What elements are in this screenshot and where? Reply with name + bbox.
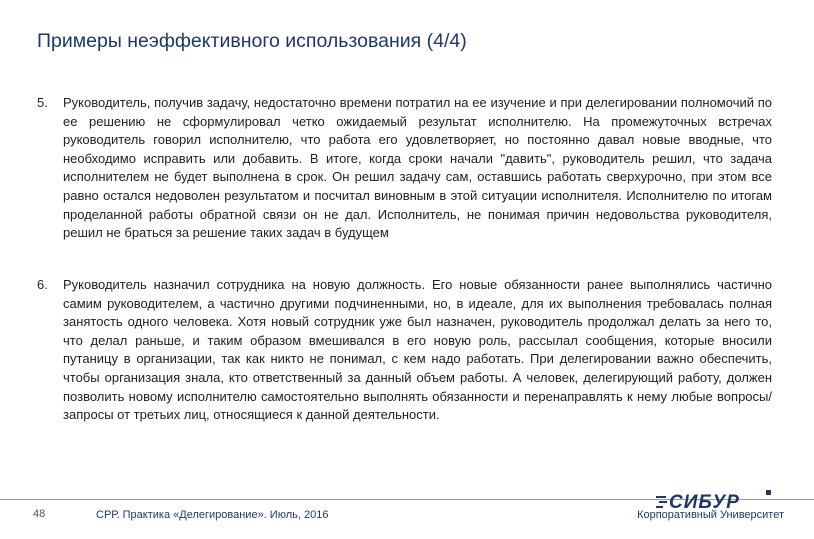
slide-title: Примеры неэффективного использования (4/4): [37, 30, 467, 52]
list-item-number: 5.: [37, 95, 48, 110]
list-item: [37, 276, 772, 425]
list-item: [37, 94, 772, 243]
footer-university: Корпоративный Университет: [637, 509, 784, 521]
list-item-text: Руководитель назначил сотрудника на новую должность. Его новые обязанности ранее выполнялись частично самим руководителем, а частично другими подчиненными, но, в идеале, для их выполнения требовалась полная занятость одного человека. Хотя новый сотрудник уже был назначен, руководитель продолжал делать за него то, что делал раньше, и таким образом вмешивался в его новую роль, рассылал сообщения, которые вносили путаницу в организации, так как никто не понимал, с кем надо работать. При делегировании важно обеспечить, чтобы организация знала, кто ответственный за данный объем работы. А человек, делегирующий работу, должен позволить новому исполнителю самостоятельно выполнять обязанности и перенаправлять к нему любые вопросы/запросы от третьих лиц, относящиеся к данной деятельности.: [63, 277, 772, 423]
footer-caption: СРР. Практика «Делегирование». Июль, 2016: [96, 509, 329, 521]
logo-wordmark: СИБУР: [669, 492, 740, 512]
slide-number: 48: [33, 508, 46, 520]
list-item-number: 6.: [37, 277, 48, 292]
list-item-text: Руководитель, получив задачу, недостаточно времени потратил на ее изучение и при делегировании полномочий по ее решению не сформулировал четко ожидаемый результат исполнителю. На промежуточных встречах руководитель говорил исполнителю, что работа его удовлетворяет, но постоянно давал новые вводные, что необходимо исправить или добавить. В итоге, когда сроки начали "давить", руководитель решил, что задача исполнителем не будет выполнена в срок. Он решил задачу сам, оставшись работать сверхурочно, при этом все равно остался недоволен результатом и посчитал виновным в этой ситуации исполнителя. Исполнителю по итогам проделанной работы обратной связи он не дал. Исполнитель, не понимая причин недовольства руководителя, решил не браться за решение таких задач в будущем: [63, 95, 772, 241]
